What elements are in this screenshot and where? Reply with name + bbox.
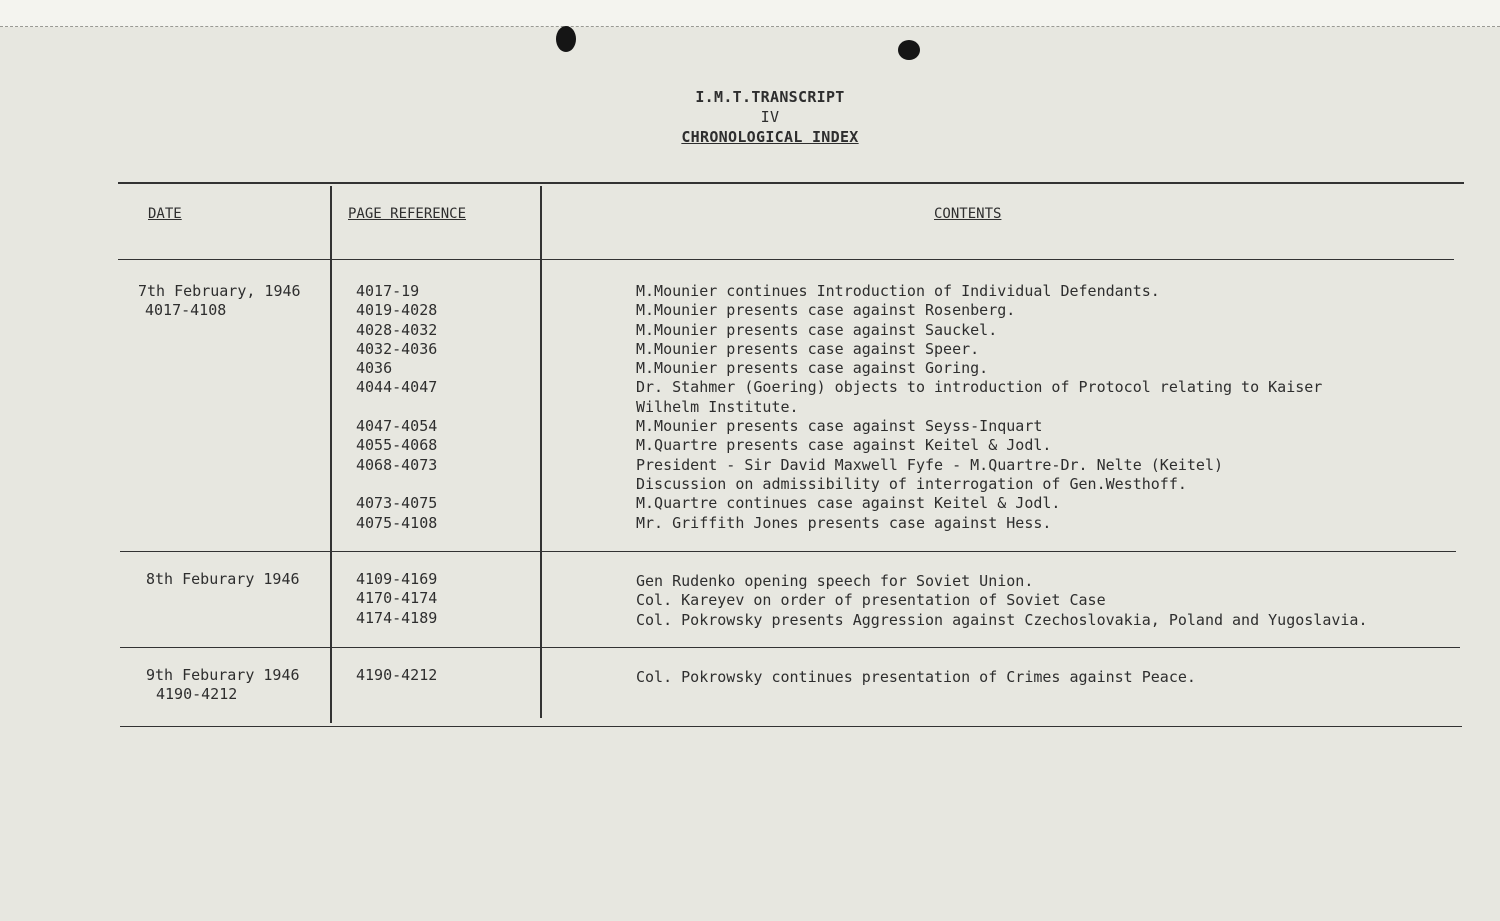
contents-entry: M.Mounier continues Introduction of Individual Defendants. [636,282,1160,300]
contents-entry: Mr. Griffith Jones presents case against Hess. [636,513,1052,532]
header-bottom-rule [118,259,1454,260]
contents-entry: Dr. Stahmer (Goering) objects to introduction of Protocol relating to Kaiser [636,378,1323,397]
page-reference-list [356,282,437,533]
contents-entry: Col. Kareyev on order of presentation of Soviet Case [636,591,1106,610]
contents-entry: Discussion on admissibility of interrogation of Gen.Westhoff. [636,474,1187,493]
punch-hole-right [898,40,920,60]
column-header-page-reference: PAGE REFERENCE [348,206,467,222]
column-header-date: DATE [148,206,182,222]
contents-entry: Col. Pokrowsky presents Aggression against Czechoslovakia, Poland and Yugoslavia. [636,610,1368,629]
row-divider-2 [120,647,1460,648]
contents-list [636,282,1322,533]
page-reference: 4068-4073 [356,455,438,474]
row-date-range: 4190-4212 [156,685,238,703]
column-divider-2 [540,186,542,718]
page-reference: 4170-4174 [356,589,438,608]
page-reference: 4036 [356,359,393,378]
contents-entry: Gen Rudenko opening speech for Soviet Union. [636,572,1034,590]
contents-entry: M.Mounier presents case against Sauckel. [636,320,998,339]
page-reference: 4109-4169 [356,570,438,588]
contents-entry: Col. Pokrowsky continues presentation of Crimes against Peace. [636,668,1196,686]
table-top-rule [118,182,1464,184]
contents-list [636,572,1368,630]
page-reference: 4044-4047 [356,378,438,397]
document-title: I.M.T.TRANSCRIPT [695,88,845,106]
table-bottom-rule [120,726,1462,727]
page-reference [356,475,437,494]
column-header-contents: CONTENTS [934,206,1002,222]
contents-entry: M.Mounier presents case against Speer. [636,339,980,358]
contents-entry: M.Mounier presents case against Goring. [636,359,989,378]
row-date-range: 4017-4108 [145,301,227,319]
contents-entry: Wilhelm Institute. [636,397,799,416]
page-reference: 4190-4212 [356,666,438,684]
contents-entry: M.Quartre continues case against Keitel & Jodl. [636,494,1061,513]
index-title: CHRONOLOGICAL INDEX [681,128,859,146]
volume-number: IV [760,108,780,126]
contents-entry: M.Mounier presents case against Rosenberg. [636,301,1016,320]
page-reference: 4019-4028 [356,301,438,320]
page-reference: 4073-4075 [356,494,438,513]
page-reference: 4075-4108 [356,513,438,532]
row-date: 7th February, 1946 [138,282,301,300]
page-reference: 4032-4036 [356,339,438,358]
row-divider-1 [120,551,1456,552]
page-reference: 4028-4032 [356,320,438,339]
page-reference: 4047-4054 [356,417,438,436]
punch-hole-left [556,26,576,52]
page-reference: 4017-19 [356,282,420,300]
torn-top-edge [0,0,1500,27]
page-reference: 4174-4189 [356,608,438,627]
contents-list [636,668,1196,687]
page-reference-list [356,666,437,685]
row-date: 9th Feburary 1946 [146,666,300,684]
contents-entry: President - Sir David Maxwell Fyfe - M.Quartre-Dr. Nelte (Keitel) [636,455,1223,474]
row-date: 8th Feburary 1946 [146,570,300,588]
page-reference-list [356,570,437,628]
contents-entry: M.Mounier presents case against Seyss-Inquart [636,417,1043,436]
page-reference: 4055-4068 [356,436,438,455]
column-divider-1 [330,186,332,723]
page-reference [356,398,437,417]
contents-entry: M.Quartre presents case against Keitel & Jodl. [636,436,1052,455]
